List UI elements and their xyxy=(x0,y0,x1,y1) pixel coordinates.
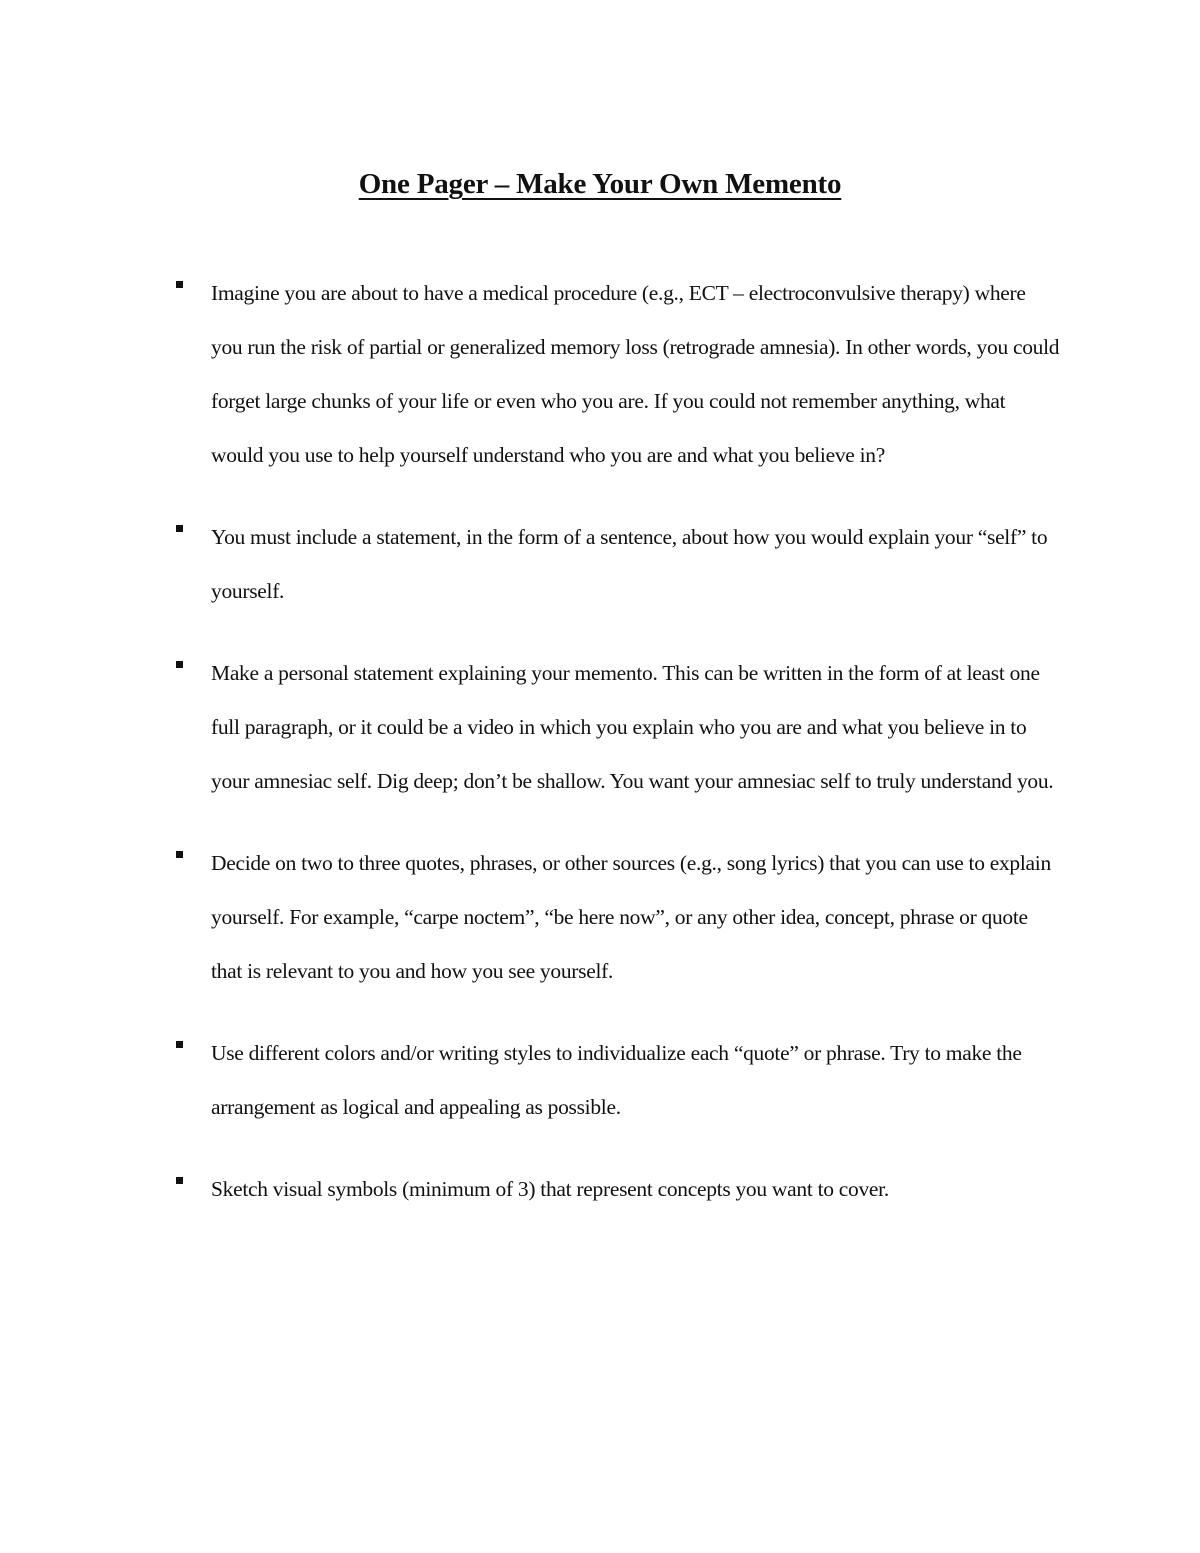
bullet-text: Use different colors and/or writing styles to individualize each “quote” or phrase. Try to make the arrangement as logical and appealing as possible. xyxy=(211,1041,1022,1119)
list-item xyxy=(0,1162,1200,1216)
list-item xyxy=(0,836,1200,998)
square-bullet-icon xyxy=(176,1041,183,1048)
list-item xyxy=(0,646,1200,808)
list-item xyxy=(0,1026,1200,1134)
page-title: One Pager – Make Your Own Memento xyxy=(358,168,842,200)
square-bullet-icon xyxy=(176,851,183,858)
bullet-text: Make a personal statement explaining your memento. This can be written in the form of at least one full paragraph, or it could be a video in which you explain who you are and what you believe in to your amnesiac self. Dig deep; don’t be shallow. You want your amnesiac self to truly understand you. xyxy=(211,661,1054,793)
square-bullet-icon xyxy=(176,661,183,668)
bullet-text: Sketch visual symbols (minimum of 3) that represent concepts you want to cover. xyxy=(211,1177,889,1201)
list-item xyxy=(0,510,1200,618)
square-bullet-icon xyxy=(176,1177,183,1184)
square-bullet-icon xyxy=(176,525,183,532)
list-item xyxy=(0,266,1200,482)
square-bullet-icon xyxy=(176,281,183,288)
bullet-text: You must include a statement, in the form of a sentence, about how you would explain your “self” to yourself. xyxy=(211,525,1048,603)
bullet-text: Imagine you are about to have a medical procedure (e.g., ECT – electroconvulsive therapy) where you run the risk of partial or generalized memory loss (retrograde amnesia). In other words, you could forget large chunks of your life or even who you are. If you could not remember anything, what would you use to help yourself understand who you are and what you believe in? xyxy=(211,281,1060,467)
bullet-list xyxy=(0,266,1200,1244)
bullet-text: Decide on two to three quotes, phrases, or other sources (e.g., song lyrics) that you can use to explain yourself. For example, “carpe noctem”, “be here now”, or any other idea, concept, phrase or quote that is relevant to you and how you see yourself. xyxy=(211,851,1051,983)
